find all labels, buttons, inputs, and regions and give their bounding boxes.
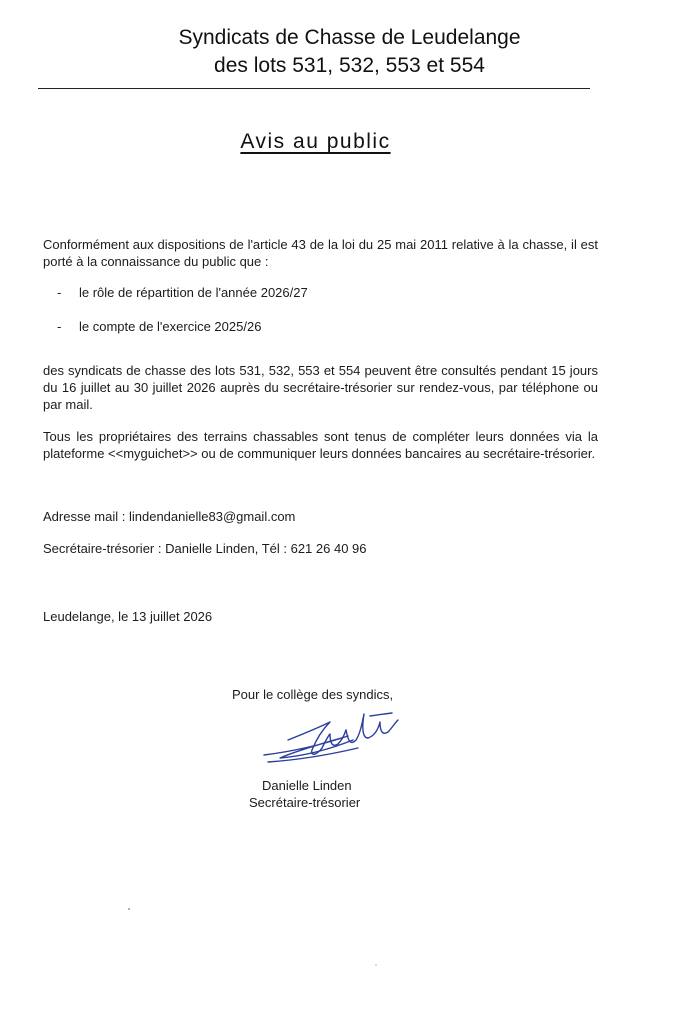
consultation-paragraph: des syndicats de chasse des lots 531, 532, 553 et 554 peuvent être consultés pendant 15 jours du 16 juillet au 30 juillet 2026 auprès du secrétaire-trésorier sur rendez-vous, par téléphone ou par mail. <box>43 363 598 412</box>
intro-paragraph: Conformément aux dispositions de l'article 43 de la loi du 25 mai 2011 relative à la chasse, il est porté à la connaissance du public que : <box>43 237 598 269</box>
date-place-line: Leudelange, le 13 juillet 2026 <box>43 609 213 624</box>
header-title-line-1: Syndicats de Chasse de Leudelange <box>178 26 521 49</box>
document-header <box>0 24 679 80</box>
notice-title <box>0 130 631 154</box>
handwritten-signature <box>258 700 408 775</box>
dash-bullet-icon: - <box>57 319 62 334</box>
scan-speck <box>128 908 130 910</box>
email-line: Adresse mail : lindendanielle83@gmail.com <box>43 509 296 524</box>
owners-paragraph: Tous les propriétaires des terrains chassables sont tenus de compléter leurs données via la plateforme <<myguichet>> ou de communiquer leurs données bancaires au secrétaire-trésorier. <box>43 429 598 461</box>
closing-text: Pour le collège des syndics, <box>232 687 394 702</box>
scan-speck <box>375 964 377 966</box>
secretary-line: Secrétaire-trésorier : Danielle Linden, Tél : 621 26 40 96 <box>43 541 367 556</box>
list-item <box>57 318 261 335</box>
dash-bullet-icon: - <box>57 285 62 300</box>
signer-role: Secrétaire-trésorier <box>249 795 361 810</box>
list-item-text: le rôle de répartition de l'année 2026/27 <box>79 285 308 300</box>
header-title-line-2: des lots 531, 532, 553 et 554 <box>214 54 485 77</box>
list-item-text: le compte de l'exercice 2025/26 <box>79 319 262 334</box>
header-divider <box>38 88 590 89</box>
signer-name: Danielle Linden <box>262 778 352 793</box>
list-item <box>57 284 308 301</box>
notice-title-text: Avis au public <box>240 130 391 153</box>
